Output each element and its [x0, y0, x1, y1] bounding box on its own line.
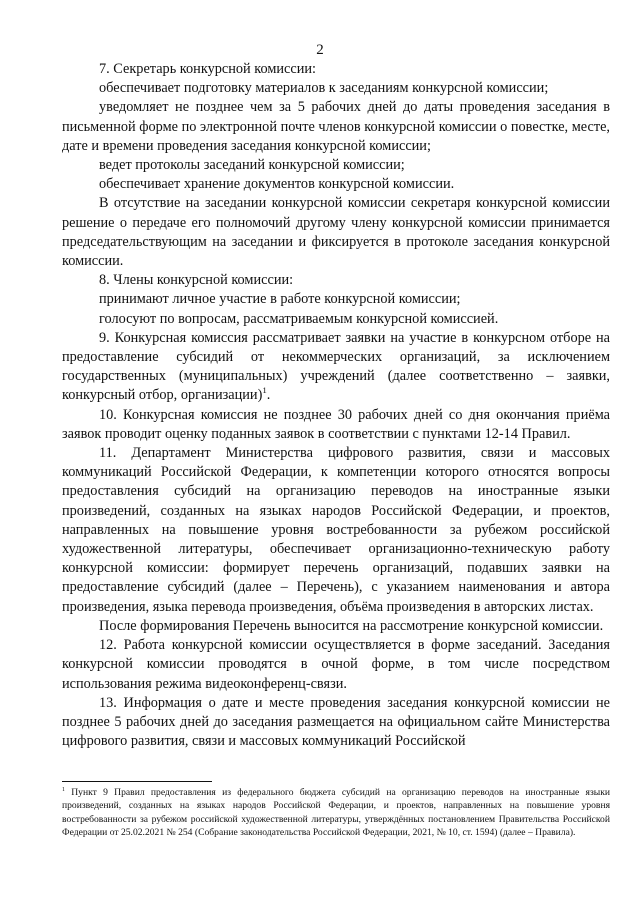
paragraph-11: 11. Департамент Министерства цифрового развития, связи и массовых коммуникаций Российской Федерации, к компетенции которого относятся вопросы предоставления субсидий на организацию переводов на иностранные языки произведений, созданных на языках народов Российской Федерации, и проектов, направленных на повышение уровня востребованности за рубежом российской художественной литературы, обеспечивает организационно-техническую работу конкурсной комиссии: формирует перечень организаций, подавших заявки на предоставление субсидий (далее – Перечень), с указанием наименования и автора произведения, языка перевода произведения, объёма произведения в авторских листах. — [62, 445, 610, 615]
page-number: 2 — [316, 42, 324, 58]
footnote-reference[interactable]: 1 — [262, 385, 267, 396]
footnote-marker: 1 — [62, 786, 65, 793]
paragraph-8-heading: 8. Члены конкурсной комиссии: — [99, 272, 294, 289]
paragraph: ведет протоколы заседаний конкурсной комиссии; — [99, 157, 405, 174]
paragraph: обеспечивает хранение документов конкурсной комиссии. — [99, 176, 455, 193]
paragraph: В отсутствие на заседании конкурсной комиссии секретаря конкурсной комиссии решение о передаче его полномочий другому члену конкурсной комиссии принимается председательствующим на заседании и фиксируется в протоколе заседания конкурсной комиссии. — [62, 195, 610, 270]
paragraph-9-text: 9. Конкурсная комиссия рассматривает заявки на участие в конкурсном отборе на предоставление субсидий от некоммерческих организаций, за исключением государственных (муниципальных) учреждений (далее соответственно – заявки, конкурсный отбор, организации) — [62, 329, 610, 404]
paragraph: обеспечивает подготовку материалов к заседаниям конкурсной комиссии; — [99, 80, 549, 97]
paragraph-12: 12. Работа конкурсной комиссии осуществляется в форме заседаний. Заседания конкурсной комиссии проводятся в очной форме, в том числе посредством использования режима видеоконференц-связи. — [62, 637, 610, 692]
paragraph: голосуют по вопросам, рассматриваемым конкурсной комиссией. — [99, 310, 499, 327]
footnote-separator — [62, 781, 212, 782]
paragraph: После формирования Перечень выносится на рассмотрение конкурсной комиссии. — [99, 617, 604, 634]
paragraph-7-heading: 7. Секретарь конкурсной комиссии: — [99, 61, 316, 77]
paragraph: уведомляет не позднее чем за 5 рабочих дней до даты проведения заседания в письменной форме по электронной почте членов конкурсной комиссии о повестке, месте, дате и времени проведения заседания конкурсной комиссии; — [62, 99, 610, 154]
paragraph-9 — [62, 329, 610, 406]
footnote-text: Пункт 9 Правил предоставления из федерального бюджета субсидий на организацию переводов на иностранные языки произведений, созданных на языках народов Российской Федерации, и проектов, направленных на повышение уровня востребованности за рубежом российской художественной литературы, утверждённых постановлением Правительства Российской Федерации от 25.02.2021 № 254 (Собрание законодательства Российской Федерации, 2021, № 10, ст. 1594) (далее – Правила). — [62, 787, 610, 838]
paragraph-9-tail: . — [266, 387, 271, 404]
paragraph-10: 10. Конкурсная комиссия не позднее 30 рабочих дней со дня окончания приёма заявок проводит оценку поданных заявок в соответствии с пунктами 12-14 Правил. — [62, 406, 610, 442]
footnote — [62, 786, 610, 839]
document-body — [62, 60, 610, 751]
paragraph: принимают личное участие в работе конкурсной комиссии; — [99, 291, 461, 308]
paragraph-13: 13. Информация о дате и месте проведения заседания конкурсной комиссии не позднее 5 рабочих дней до заседания размещается на официальном сайте Министерства цифрового развития, связи и массовых коммуникаций Российской — [62, 694, 610, 750]
